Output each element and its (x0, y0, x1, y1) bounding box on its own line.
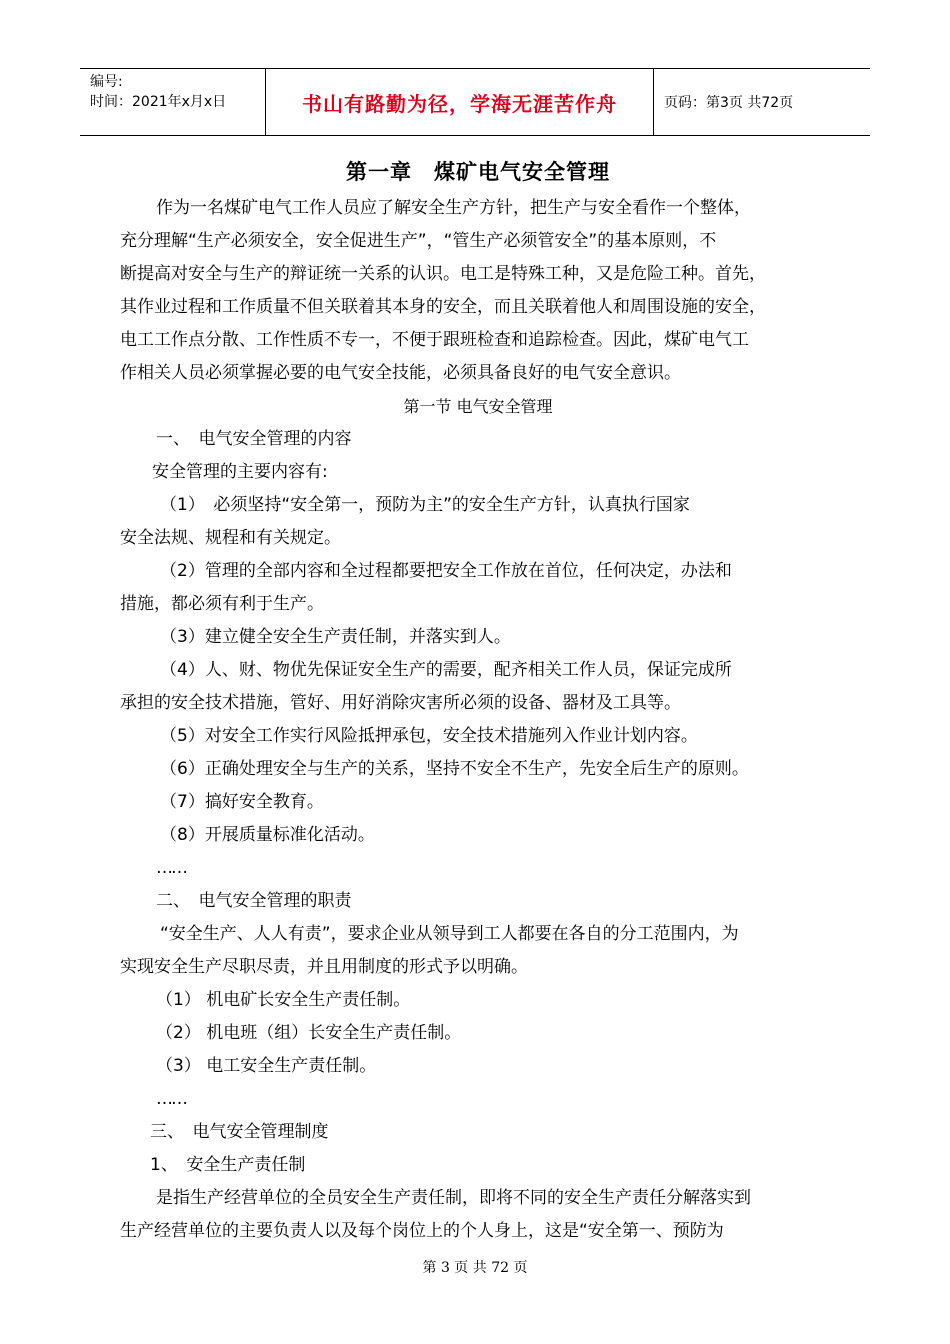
text-line: （3）建立健全安全生产责任制，并落实到人。 (160, 627, 511, 647)
text-line: （1） 机电矿长安全生产责任制。 (156, 990, 411, 1010)
text-line: 是指生产经营单位的全员安全生产责任制，即将不同的安全生产责任分解落实到 (156, 1188, 751, 1208)
text-line: （7）搞好安全教育。 (160, 792, 324, 812)
text-line: “安全生产、人人有责”，要求企业从领导到工人都要在各自的分工范围内，为 (160, 924, 739, 944)
text-line: …… (156, 1089, 186, 1109)
text-line: …… (156, 858, 186, 878)
text-line: 电工工作点分散、工作性质不专一，不便于跟班检查和追踪检查。因此，煤矿电气工 (120, 330, 749, 350)
text-line: 安全管理的主要内容有: (152, 462, 328, 482)
text-line: 1、 安全生产责任制 (150, 1155, 306, 1175)
header-motto: 书山有路勤为径，学海无涯苦作舟 (302, 91, 617, 116)
header-motto-cell (266, 69, 654, 135)
text-line: 一、 电气安全管理的内容 (156, 429, 352, 449)
text-line: （5）对安全工作实行风险抵押承包，安全技术措施列入作业计划内容。 (160, 726, 698, 746)
text-line: （2） 机电班（组）长安全生产责任制。 (156, 1023, 462, 1043)
header-meta (80, 69, 266, 135)
text-line: 生产经营单位的主要负责人以及每个岗位上的个人身上，这是“安全第一、预防为 (120, 1221, 724, 1241)
text-line: 作相关人员必须掌握必要的电气安全技能，必须具备良好的电气安全意识。 (120, 363, 681, 383)
page-header (80, 68, 870, 136)
text-line: 其作业过程和工作质量不但关联着其本身的安全，而且关联着他人和周围设施的安全， (120, 297, 766, 317)
text-line: 断提高对安全与生产的辩证统一关系的认识。电工是特殊工种，又是危险工种。首先， (120, 264, 766, 284)
text-line: 措施，都必须有利于生产。 (120, 594, 324, 614)
text-line: （6）正确处理安全与生产的关系，坚持不安全不生产，先安全后生产的原则。 (160, 759, 749, 779)
text-line: 承担的安全技术措施，管好、用好消除灾害所必须的设备、器材及工具等。 (120, 693, 681, 713)
document-number-label: 编号: (90, 74, 123, 90)
text-line: （2）管理的全部内容和全过程都要把安全工作放在首位，任何决定，办法和 (160, 561, 732, 581)
text-line: 三、 电气安全管理制度 (150, 1122, 329, 1142)
text-line: （8）开展质量标准化活动。 (160, 825, 375, 845)
page-footer: 第 3 页 共 72 页 (422, 1260, 528, 1276)
text-line: 作为一名煤矿电气工作人员应了解安全生产方针，把生产与安全看作一个整体， (156, 198, 751, 218)
document-date: 时间：2021年x月x日 (90, 94, 227, 110)
text-line: （1） 必须坚持“安全第一，预防为主”的安全生产方针，认真执行国家 (160, 495, 690, 515)
text-line: 实现安全生产尽职尽责，并且用制度的形式予以明确。 (120, 957, 528, 977)
text-line: 充分理解“生产必须安全，安全促进生产”，“管生产必须管安全”的基本原则，不 (120, 231, 717, 251)
body-text (120, 192, 836, 1248)
header-page-info: 页码：第3页 共72页 (664, 95, 794, 111)
section-heading: 第一节 电气安全管理 (403, 397, 553, 416)
chapter-title: 第一章 煤矿电气安全管理 (346, 160, 610, 184)
text-line: 二、 电气安全管理的职责 (156, 891, 352, 911)
text-line: （3） 电工安全生产责任制。 (156, 1056, 377, 1076)
document-body (120, 150, 836, 1248)
text-line: 安全法规、规程和有关规定。 (120, 528, 341, 548)
text-line: （4）人、财、物优先保证安全生产的需要，配齐相关工作人员，保证完成所 (160, 660, 732, 680)
